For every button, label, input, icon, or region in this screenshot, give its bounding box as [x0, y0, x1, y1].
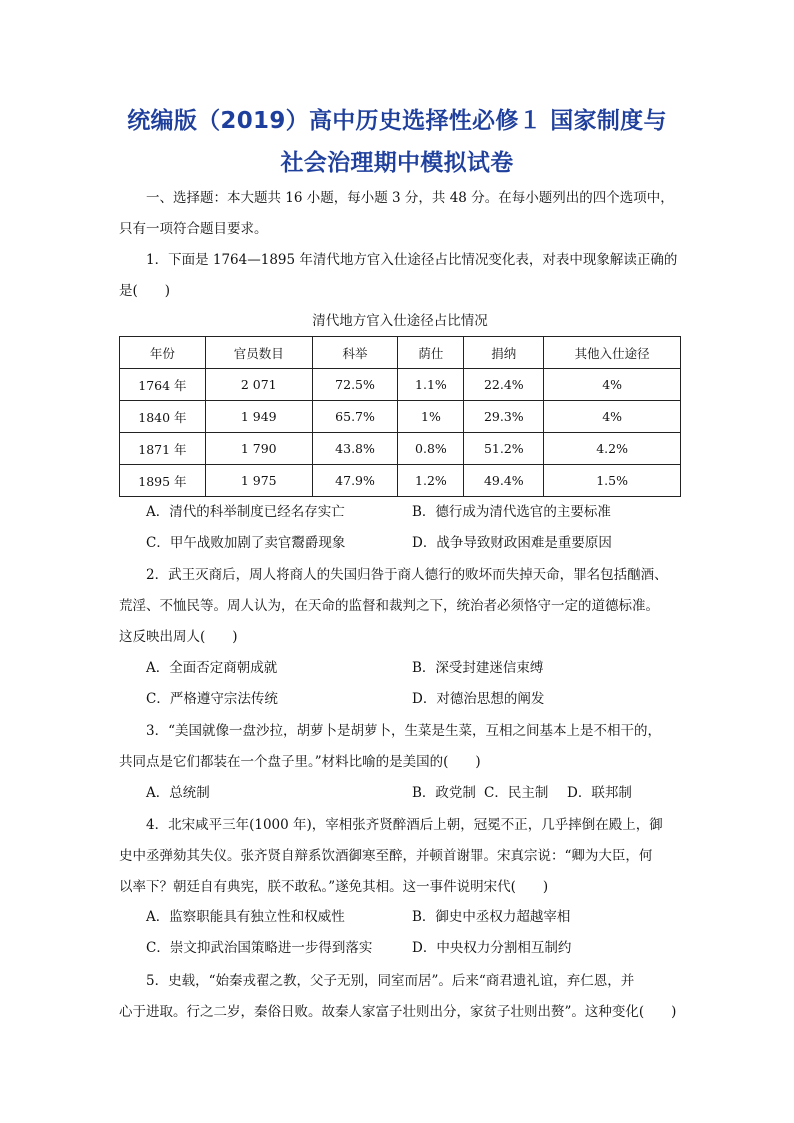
table-cell: 65.7%	[312, 401, 398, 433]
q1-option-d: D．战争导致财政困难是重要原因	[412, 535, 612, 551]
q4-stem-line-2: 史中丞弹劾其失仪。张齐贤自辩系饮酒御寒至醉，并顿首谢罪。宋真宗说：“卿为大臣，何	[119, 848, 653, 864]
q3-option-d: D．联邦制	[567, 785, 632, 801]
table-cell: 29.3%	[464, 401, 544, 433]
table-cell: 1764 年	[120, 369, 206, 401]
table-cell: 4%	[544, 369, 681, 401]
table-cell: 4%	[544, 401, 681, 433]
header-cell-juanna: 捐纳	[464, 337, 544, 369]
table-cell: 72.5%	[312, 369, 398, 401]
q2-stem-line-2: 荒淫、不恤民等。周人认为，在天命的监督和裁判之下，统治者必须恪守一定的道德标准。	[119, 598, 659, 614]
q4-stem-line-1: 4．北宋咸平三年(1000 年)，宰相张齐贤醉酒后上朝，冠冕不正，几乎摔倒在殿上，御	[146, 817, 663, 833]
q4-option-c: C．崇文抑武治国策略进一步得到落实	[146, 940, 373, 956]
table-cell: 49.4%	[464, 465, 544, 497]
table-cell: 1895 年	[120, 465, 206, 497]
table-row	[120, 369, 681, 401]
table-cell: 47.9%	[312, 465, 398, 497]
table-cell: 1840 年	[120, 401, 206, 433]
q2-option-d: D．对德治思想的阐发	[412, 691, 545, 707]
q3-option-b: B．政党制	[412, 785, 476, 801]
table-cell: 1 975	[205, 465, 312, 497]
table-cell: 4.2%	[544, 433, 681, 465]
table-row	[120, 433, 681, 465]
page-title	[100, 100, 694, 184]
header-cell-officials: 官员数目	[205, 337, 312, 369]
q1-stem-line-1: 1．下面是 1764—1895 年清代地方官入仕途径占比情况变化表，对表中现象解读正确的	[146, 252, 678, 268]
q4-option-a: A．监察职能具有独立性和权威性	[146, 909, 345, 925]
table-header-row	[120, 337, 681, 369]
table-cell: 0.8%	[398, 433, 464, 465]
q4-stem-line-3: 以率下？朝廷自有典宪，朕不敢私。”遂免其相。这一事件说明宋代( )	[119, 879, 549, 895]
table-cell: 1.5%	[544, 465, 681, 497]
q5-stem-line-2: 心于进取。行之二岁，秦俗日败。故秦人家富子壮则出分，家贫子壮则出赘”。这种变化( )	[119, 1004, 677, 1020]
instructions-line-2: 只有一项符合题目要求。	[119, 221, 268, 237]
q4-option-d: D．中央权力分割相互制约	[412, 940, 572, 956]
q1-option-b: B．德行成为清代选官的主要标准	[412, 504, 611, 520]
header-cell-year: 年份	[120, 337, 206, 369]
q3-option-c: C．民主制	[484, 785, 549, 801]
q2-option-c: C．严格遵守宗法传统	[146, 691, 278, 707]
q1-stem-line-2: 是( )	[119, 283, 171, 299]
table-cell: 43.8%	[312, 433, 398, 465]
q3-option-a: A．总统制	[146, 785, 210, 801]
header-cell-keju: 科举	[312, 337, 398, 369]
q5-stem-line-1: 5．史载，“始秦戎翟之教，父子无别，同室而居”。后来“商君遗礼谊，弃仁恩，并	[146, 973, 635, 989]
q4-option-b: B．御史中丞权力超越宰相	[412, 909, 571, 925]
q3-stem-line-2: 共同点是它们都装在一个盘子里。”材料比喻的是美国的( )	[119, 754, 481, 770]
q1-option-a: A．清代的科举制度已经名存实亡	[146, 504, 345, 520]
q1-table-caption: 清代地方官入仕途径占比情况	[312, 313, 488, 329]
q1-option-c: C．甲午战败加剧了卖官鬻爵现象	[146, 535, 346, 551]
table-row	[120, 465, 681, 497]
title-line-2: 社会治理期中模拟试卷	[280, 150, 514, 176]
table-cell: 22.4%	[464, 369, 544, 401]
q1-data-table	[119, 336, 681, 497]
table-cell: 1%	[398, 401, 464, 433]
header-cell-yinshi: 荫仕	[398, 337, 464, 369]
table-row	[120, 401, 681, 433]
q3-stem-line-1: 3．“美国就像一盘沙拉，胡萝卜是胡萝卜，生菜是生菜，互相之间基本上是不相干的，	[146, 723, 661, 739]
q2-option-b: B．深受封建迷信束缚	[412, 660, 544, 676]
table-cell: 1 790	[205, 433, 312, 465]
q2-option-a: A．全面否定商朝成就	[146, 660, 278, 676]
table-cell: 1 949	[205, 401, 312, 433]
q2-stem-line-3: 这反映出周人( )	[119, 629, 238, 645]
table-cell: 1.1%	[398, 369, 464, 401]
table-cell: 1.2%	[398, 465, 464, 497]
table-cell: 51.2%	[464, 433, 544, 465]
header-cell-other: 其他入仕途径	[544, 337, 681, 369]
title-line-1: 统编版（2019）高中历史选择性必修１ 国家制度与	[127, 108, 667, 134]
instructions-line-1: 一、选择题：本大题共 16 小题，每小题 3 分，共 48 分。在每小题列出的四个选项中，	[146, 190, 674, 206]
q2-stem-line-1: 2．武王灭商后，周人将商人的失国归咎于商人德行的败坏而失掉天命，罪名包括酗酒、	[146, 567, 668, 583]
table-cell: 2 071	[205, 369, 312, 401]
table-cell: 1871 年	[120, 433, 206, 465]
